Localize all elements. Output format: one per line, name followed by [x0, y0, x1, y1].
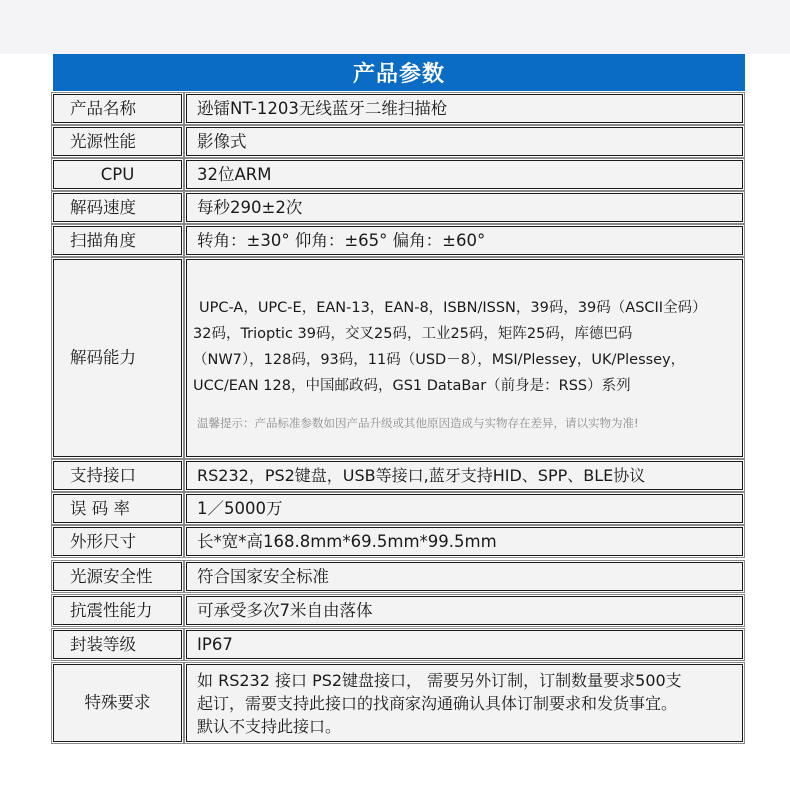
requirement-line: 起订，需要支持此接口的找商家沟通确认具体订制要求和发货事宜。 — [197, 693, 678, 713]
value-light-source: 影像式 — [186, 127, 743, 156]
symbology-line: （NW7），128码，93码，11码（USD－8），MSI/Plessey，UK/Plessey， — [193, 352, 686, 369]
value-product-name: 逊镭NT-1203无线蓝牙二维扫描枪 — [186, 94, 743, 123]
label-light-safety: 光源安全性 — [53, 562, 182, 591]
label-dimensions: 外形尺寸 — [53, 527, 182, 556]
label-decode-capability: 解码能力 — [53, 259, 182, 457]
label-cpu: CPU — [53, 160, 182, 189]
label-scan-angle: 扫描角度 — [53, 226, 182, 255]
top-background — [0, 0, 790, 54]
label-light-source: 光源性能 — [53, 127, 182, 156]
label-error-rate: 误 码 率 — [53, 494, 182, 523]
value-special-requirements — [186, 664, 743, 742]
label-ip-rating: 封装等级 — [53, 630, 182, 659]
value-dimensions: 长*宽*高168.8mm*69.5mm*99.5mm — [186, 527, 743, 556]
value-cpu: 32位ARM — [186, 160, 743, 189]
label-shock-resistance: 抗震性能力 — [53, 596, 182, 625]
label-interfaces: 支持接口 — [53, 461, 182, 490]
disclaimer-note: 温馨提示：产品标准参数如因产品升级或其他原因造成与实物存在差异，请以实物为准! — [197, 416, 639, 431]
label-product-name: 产品名称 — [53, 94, 182, 123]
value-ip-rating: IP67 — [186, 630, 743, 659]
value-error-rate: 1／5000万 — [186, 494, 743, 523]
requirement-line: 如 RS232 接口 PS2键盘接口， 需要另外订制，订制数量要求500支 — [197, 670, 682, 690]
value-light-safety: 符合国家安全标准 — [186, 562, 743, 591]
value-scan-angle: 转角：±30° 仰角：±65° 偏角：±60° — [186, 226, 743, 255]
requirement-line: 默认不支持此接口。 — [197, 716, 342, 736]
table-title: 产品参数 — [53, 54, 745, 91]
label-decode-speed: 解码速度 — [53, 193, 182, 222]
symbology-list — [193, 295, 707, 399]
symbology-line: UPC-A，UPC-E，EAN-13，EAN-8，ISBN/ISSN，39码，39码（ASCII全码） — [199, 300, 707, 317]
symbology-line: 32码，Trioptic 39码，交叉25码，工业25码，矩阵25码，库德巴码 — [193, 326, 633, 343]
value-decode-capability — [186, 259, 743, 457]
value-interfaces: RS232，PS2键盘，USB等接口,蓝牙支持HID、SPP、BLE协议 — [186, 461, 743, 490]
value-shock-resistance: 可承受多次7米自由落体 — [186, 596, 743, 625]
symbology-line: UCC/EAN 128，中国邮政码，GS1 DataBar（前身是：RSS）系列 — [193, 378, 631, 395]
value-decode-speed: 每秒290±2次 — [186, 193, 743, 222]
label-special-requirements: 特殊要求 — [53, 664, 182, 742]
